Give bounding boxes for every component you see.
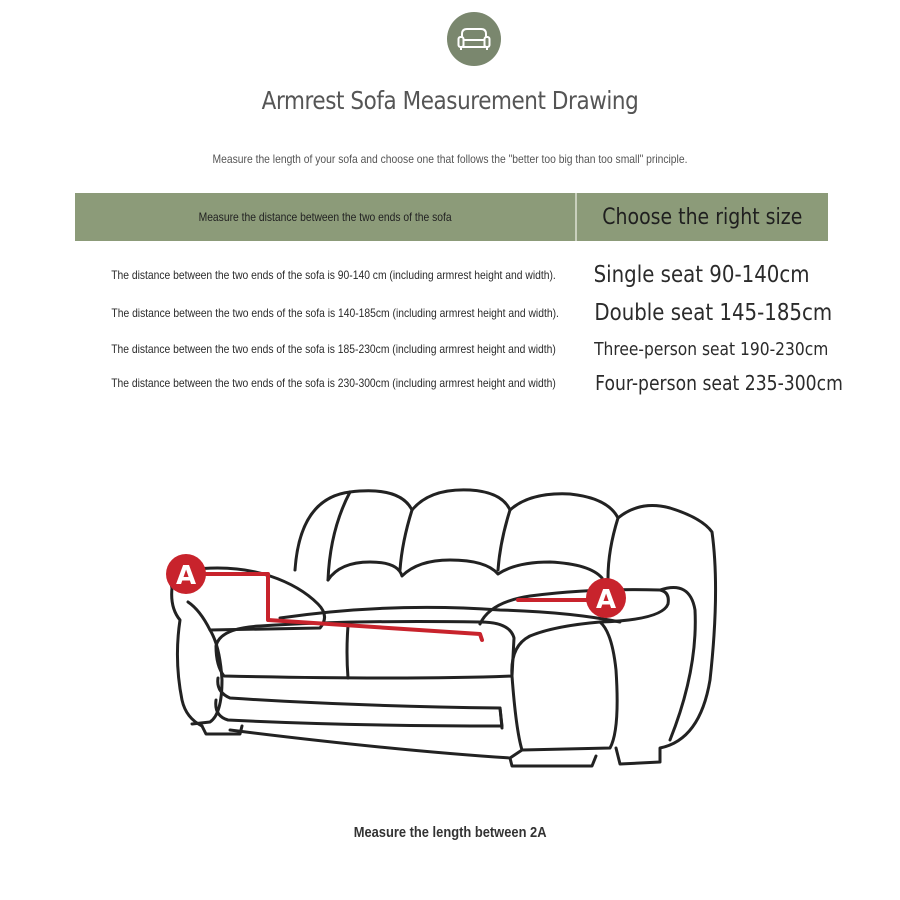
row-size: Double seat 145-185cm [594, 300, 833, 326]
measure-column-header: Measure the distance between the two ends of the sofa [75, 193, 577, 241]
page-subtitle: Measure the length of your sofa and choose one that follows the "better too big than too small" principle. [212, 152, 688, 166]
row-size: Three-person seat 190-230cm [594, 338, 829, 360]
sofa-icon [457, 26, 491, 52]
svg-text:A: A [595, 585, 617, 615]
table-row [75, 298, 833, 328]
page-title: Armrest Sofa Measurement Drawing [261, 86, 639, 115]
marker-a-right [586, 578, 626, 618]
row-description: The distance between the two ends of the sofa is 230-300cm (including armrest height and width) [111, 376, 556, 390]
sofa-badge [447, 12, 501, 66]
size-column-header: Choose the right size [577, 193, 828, 241]
row-size: Four-person seat 235-300cm [595, 371, 843, 395]
row-description: The distance between the two ends of the sofa is 185-230cm (including armrest height and width) [111, 342, 556, 356]
row-description: The distance between the two ends of the sofa is 140-185cm (including armrest height and width). [111, 306, 559, 320]
table-row [75, 262, 828, 288]
table-row [75, 337, 828, 361]
svg-text:A: A [175, 561, 197, 591]
drawing-caption: Measure the length between 2A [353, 824, 547, 841]
marker-a-left [166, 554, 206, 594]
size-table-header [75, 193, 828, 241]
sofa-measurement-drawing [150, 470, 750, 780]
row-description: The distance between the two ends of the sofa is 90-140 cm (including armrest height and width). [111, 268, 556, 282]
table-row [75, 370, 843, 396]
row-size: Single seat 90-140cm [593, 262, 810, 288]
